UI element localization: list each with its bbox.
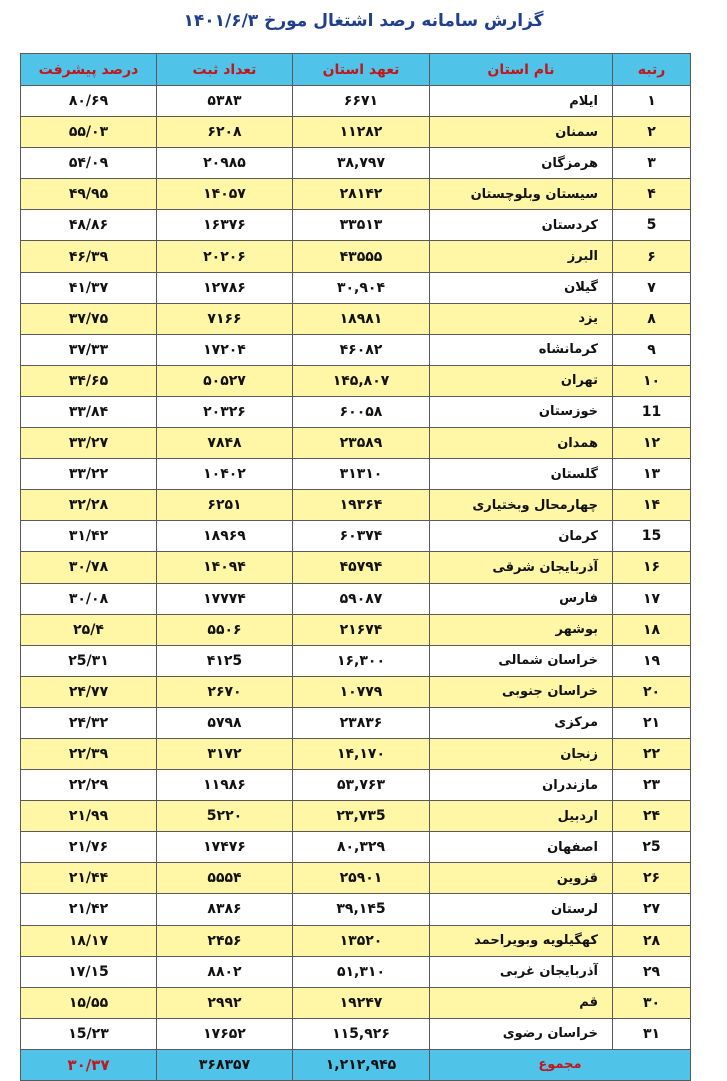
cell-registered: ۳۱۷۲	[157, 738, 293, 769]
cell-rank: ۳	[613, 148, 691, 179]
cell-rank: ۲۶	[613, 863, 691, 894]
cell-rank: ۶	[613, 241, 691, 272]
cell-registered: ۱۶۳۷۶	[157, 210, 293, 241]
cell-rank: ۲5	[613, 832, 691, 863]
cell-rank: ۱۸	[613, 614, 691, 645]
cell-progress: ۲۲/۲۹	[21, 770, 157, 801]
cell-commitment: ۲۳,۷۳5	[293, 801, 430, 832]
cell-registered: ۸۳۸۶	[157, 894, 293, 925]
table-row	[21, 614, 691, 645]
cell-registered: ۲۹۹۲	[157, 987, 293, 1018]
table-row	[21, 583, 691, 614]
cell-progress: ۲۵/۴	[21, 614, 157, 645]
cell-registered: ۱۰۴۰۲	[157, 459, 293, 490]
report-title: گزارش سامانه رصد اشتغال مورخ ۱۴۰۱/۶/۳	[183, 11, 544, 31]
total-row	[21, 1049, 691, 1080]
cell-province: کرمانشاه	[430, 334, 613, 365]
cell-province: آذربایجان غربی	[430, 956, 613, 987]
cell-progress: ۲۱/۹۹	[21, 801, 157, 832]
header-registered: تعداد ثبت	[157, 54, 293, 86]
cell-commitment: ۲۱۶۷۴	[293, 614, 430, 645]
cell-progress: ۲۱/۴۲	[21, 894, 157, 925]
cell-progress: ۲۱/۴۴	[21, 863, 157, 894]
cell-progress: ۳۳/۲۲	[21, 459, 157, 490]
cell-progress: ۳۲/۲۸	[21, 490, 157, 521]
cell-province: خراسان جنوبی	[430, 676, 613, 707]
table-body	[21, 86, 691, 1050]
cell-registered: ۲۶۷۰	[157, 676, 293, 707]
cell-province: ایلام	[430, 86, 613, 117]
cell-province: کردستان	[430, 210, 613, 241]
cell-province: خراسان رضوی	[430, 1018, 613, 1049]
table-row	[21, 179, 691, 210]
cell-progress: ۲۴/۳۲	[21, 707, 157, 738]
table-row	[21, 738, 691, 769]
cell-province: تهران	[430, 365, 613, 396]
cell-rank: ۸	[613, 303, 691, 334]
cell-commitment: ۱۶,۳۰۰	[293, 645, 430, 676]
cell-rank: ۲۱	[613, 707, 691, 738]
cell-commitment: ۲۳۸۳۶	[293, 707, 430, 738]
cell-rank: ۱۴	[613, 490, 691, 521]
cell-province: قزوین	[430, 863, 613, 894]
cell-commitment: ۴۳۵۵۵	[293, 241, 430, 272]
table-row	[21, 521, 691, 552]
cell-province: فارس	[430, 583, 613, 614]
cell-commitment: ۲۵۹۰۱	[293, 863, 430, 894]
cell-progress: ۴۱/۳۷	[21, 272, 157, 303]
cell-rank: ۲۰	[613, 676, 691, 707]
total-progress: ۳۰/۳۷	[21, 1049, 157, 1080]
table-row	[21, 117, 691, 148]
cell-commitment: ۱۰۷۷۹	[293, 676, 430, 707]
cell-province: سیستان وبلوچستان	[430, 179, 613, 210]
cell-commitment: ۴۶۰۸۲	[293, 334, 430, 365]
cell-province: اصفهان	[430, 832, 613, 863]
cell-registered: ۶۲۵۱	[157, 490, 293, 521]
cell-progress: ۳۷/۷۵	[21, 303, 157, 334]
cell-registered: ۱۴۰۵۷	[157, 179, 293, 210]
cell-province: لرستان	[430, 894, 613, 925]
cell-commitment: ۵۱,۳۱۰	[293, 956, 430, 987]
total-label: مجموع	[430, 1049, 691, 1080]
cell-commitment: ۴۵۷۹۴	[293, 552, 430, 583]
cell-rank: ۱۶	[613, 552, 691, 583]
table-row	[21, 459, 691, 490]
table-row	[21, 956, 691, 987]
cell-commitment: ۳۱۳۱۰	[293, 459, 430, 490]
cell-progress: ۴۹/۹۵	[21, 179, 157, 210]
cell-registered: ۱۷۲۰۴	[157, 334, 293, 365]
table-row	[21, 490, 691, 521]
cell-rank: ۲۹	[613, 956, 691, 987]
cell-registered: ۲۰۲۰۶	[157, 241, 293, 272]
cell-commitment: ۱۸۹۸۱	[293, 303, 430, 334]
cell-province: البرز	[430, 241, 613, 272]
cell-progress: ۸۰/۶۹	[21, 86, 157, 117]
cell-province: خوزستان	[430, 396, 613, 427]
cell-commitment: ۳۸,۷۹۷	[293, 148, 430, 179]
cell-commitment: ۱۹۳۶۴	[293, 490, 430, 521]
cell-registered: ۵۵۵۴	[157, 863, 293, 894]
table-row	[21, 707, 691, 738]
cell-registered: ۲۰۳۲۶	[157, 396, 293, 427]
cell-rank: ۷	[613, 272, 691, 303]
cell-rank: 15	[613, 521, 691, 552]
cell-rank: ۱۳	[613, 459, 691, 490]
header-province: نام استان	[430, 54, 613, 86]
table-row	[21, 210, 691, 241]
cell-registered: ۱۷۶۵۲	[157, 1018, 293, 1049]
cell-rank: ۳۰	[613, 987, 691, 1018]
cell-province: آذربایجان شرقی	[430, 552, 613, 583]
cell-registered: ۷۱۶۶	[157, 303, 293, 334]
cell-province: گلستان	[430, 459, 613, 490]
cell-registered: ۵۵۰۶	[157, 614, 293, 645]
cell-rank: ۲۲	[613, 738, 691, 769]
cell-commitment: ۱۹۲۴۷	[293, 987, 430, 1018]
cell-progress: ۳۷/۳۳	[21, 334, 157, 365]
cell-rank: 11	[613, 396, 691, 427]
cell-rank: ۱۰	[613, 365, 691, 396]
table-row	[21, 241, 691, 272]
cell-registered: ۶۲۰۸	[157, 117, 293, 148]
cell-province: مرکزی	[430, 707, 613, 738]
cell-rank: ۲	[613, 117, 691, 148]
cell-province: گیلان	[430, 272, 613, 303]
cell-commitment: ۱۳۵۲۰	[293, 925, 430, 956]
cell-commitment: ۲۸۱۴۲	[293, 179, 430, 210]
table-row	[21, 272, 691, 303]
table-row	[21, 925, 691, 956]
table-row	[21, 894, 691, 925]
table-row	[21, 987, 691, 1018]
header-progress: درصد پیشرفت	[21, 54, 157, 86]
cell-progress: ۲۱/۷۶	[21, 832, 157, 863]
cell-registered: ۴۱۲5	[157, 645, 293, 676]
cell-registered: ۵۷۹۸	[157, 707, 293, 738]
cell-progress: ۲۴/۷۷	[21, 676, 157, 707]
table-row	[21, 365, 691, 396]
table-row	[21, 148, 691, 179]
header-commitment: تعهد استان	[293, 54, 430, 86]
cell-commitment: ۳۰,۹۰۴	[293, 272, 430, 303]
cell-rank: ۲۸	[613, 925, 691, 956]
table-row	[21, 770, 691, 801]
cell-province: همدان	[430, 428, 613, 459]
cell-progress: ۵۴/۰۹	[21, 148, 157, 179]
cell-province: سمنان	[430, 117, 613, 148]
cell-commitment: ۲۳۵۸۹	[293, 428, 430, 459]
table-row	[21, 552, 691, 583]
cell-commitment: ۶۰۰۵۸	[293, 396, 430, 427]
table-row	[21, 801, 691, 832]
cell-rank: ۱۲	[613, 428, 691, 459]
cell-registered: ۱۷۷۷۴	[157, 583, 293, 614]
cell-progress: ۳۰/۷۸	[21, 552, 157, 583]
table-row	[21, 863, 691, 894]
cell-commitment: ۳۳۵۱۳	[293, 210, 430, 241]
cell-progress: ۴۶/۳۹	[21, 241, 157, 272]
employment-table	[20, 53, 691, 1081]
table-row	[21, 428, 691, 459]
cell-province: زنجان	[430, 738, 613, 769]
cell-rank: ۳۱	[613, 1018, 691, 1049]
table-row	[21, 645, 691, 676]
cell-commitment: ۳۹,۱۴5	[293, 894, 430, 925]
cell-progress: ۲۲/۳۹	[21, 738, 157, 769]
cell-registered: 5۲۲۰	[157, 801, 293, 832]
cell-registered: ۱۴۰۹۴	[157, 552, 293, 583]
header-row	[21, 54, 691, 86]
cell-registered: ۲۴۵۶	[157, 925, 293, 956]
cell-province: چهارمحال وبختیاری	[430, 490, 613, 521]
cell-province: اردبیل	[430, 801, 613, 832]
cell-province: کرمان	[430, 521, 613, 552]
cell-province: خراسان شمالی	[430, 645, 613, 676]
cell-rank: 5	[613, 210, 691, 241]
cell-progress: ۱۷/۱5	[21, 956, 157, 987]
cell-progress: ۱۸/۱۷	[21, 925, 157, 956]
cell-commitment: ۵۳,۷۶۳	[293, 770, 430, 801]
cell-progress: ۳۴/۶۵	[21, 365, 157, 396]
cell-progress: ۴۸/۸۶	[21, 210, 157, 241]
cell-registered: ۱۷۴۷۶	[157, 832, 293, 863]
cell-province: هرمزگان	[430, 148, 613, 179]
table-row	[21, 334, 691, 365]
cell-progress: ۳۳/۸۴	[21, 396, 157, 427]
cell-commitment: ۵۹۰۸۷	[293, 583, 430, 614]
cell-registered: ۸۸۰۲	[157, 956, 293, 987]
header-rank: رتبه	[613, 54, 691, 86]
cell-registered: ۱۲۷۸۶	[157, 272, 293, 303]
cell-registered: ۷۸۴۸	[157, 428, 293, 459]
cell-registered: ۵۰۵۲۷	[157, 365, 293, 396]
cell-progress: ۱5/۲۳	[21, 1018, 157, 1049]
cell-registered: ۱۱۹۸۶	[157, 770, 293, 801]
cell-commitment: ۱۱۲۸۲	[293, 117, 430, 148]
cell-commitment: ۸۰,۳۲۹	[293, 832, 430, 863]
cell-rank: ۱	[613, 86, 691, 117]
table-row	[21, 832, 691, 863]
cell-commitment: ۱۴,۱۷۰	[293, 738, 430, 769]
table-row	[21, 86, 691, 117]
cell-progress: ۳۱/۴۲	[21, 521, 157, 552]
cell-progress: ۳۳/۲۷	[21, 428, 157, 459]
table-row	[21, 396, 691, 427]
cell-rank: ۲۷	[613, 894, 691, 925]
cell-commitment: ۱۱5,۹۲۶	[293, 1018, 430, 1049]
cell-rank: ۲۳	[613, 770, 691, 801]
cell-progress: ۲5/۳۱	[21, 645, 157, 676]
cell-province: قم	[430, 987, 613, 1018]
cell-commitment: ۶۶۷۱	[293, 86, 430, 117]
cell-progress: ۵۵/۰۳	[21, 117, 157, 148]
cell-province: یزد	[430, 303, 613, 334]
cell-rank: ۴	[613, 179, 691, 210]
table-row	[21, 676, 691, 707]
cell-rank: ۹	[613, 334, 691, 365]
cell-province: کهگیلویه وبویراحمد	[430, 925, 613, 956]
cell-province: بوشهر	[430, 614, 613, 645]
cell-registered: ۱۸۹۶۹	[157, 521, 293, 552]
cell-registered: ۲۰۹۸۵	[157, 148, 293, 179]
cell-progress: ۱۵/۵۵	[21, 987, 157, 1018]
cell-rank: ۱۹	[613, 645, 691, 676]
table-row	[21, 1018, 691, 1049]
cell-commitment: ۱۴۵,۸۰۷	[293, 365, 430, 396]
cell-registered: ۵۳۸۳	[157, 86, 293, 117]
cell-progress: ۳۰/۰۸	[21, 583, 157, 614]
total-registered: ۳۶۸۳۵۷	[157, 1049, 293, 1080]
cell-commitment: ۶۰۳۷۴	[293, 521, 430, 552]
cell-province: مازندران	[430, 770, 613, 801]
total-commitment: ۱,۲۱۲,۹۴۵	[293, 1049, 430, 1080]
table-row	[21, 303, 691, 334]
cell-rank: ۲۴	[613, 801, 691, 832]
cell-rank: ۱۷	[613, 583, 691, 614]
